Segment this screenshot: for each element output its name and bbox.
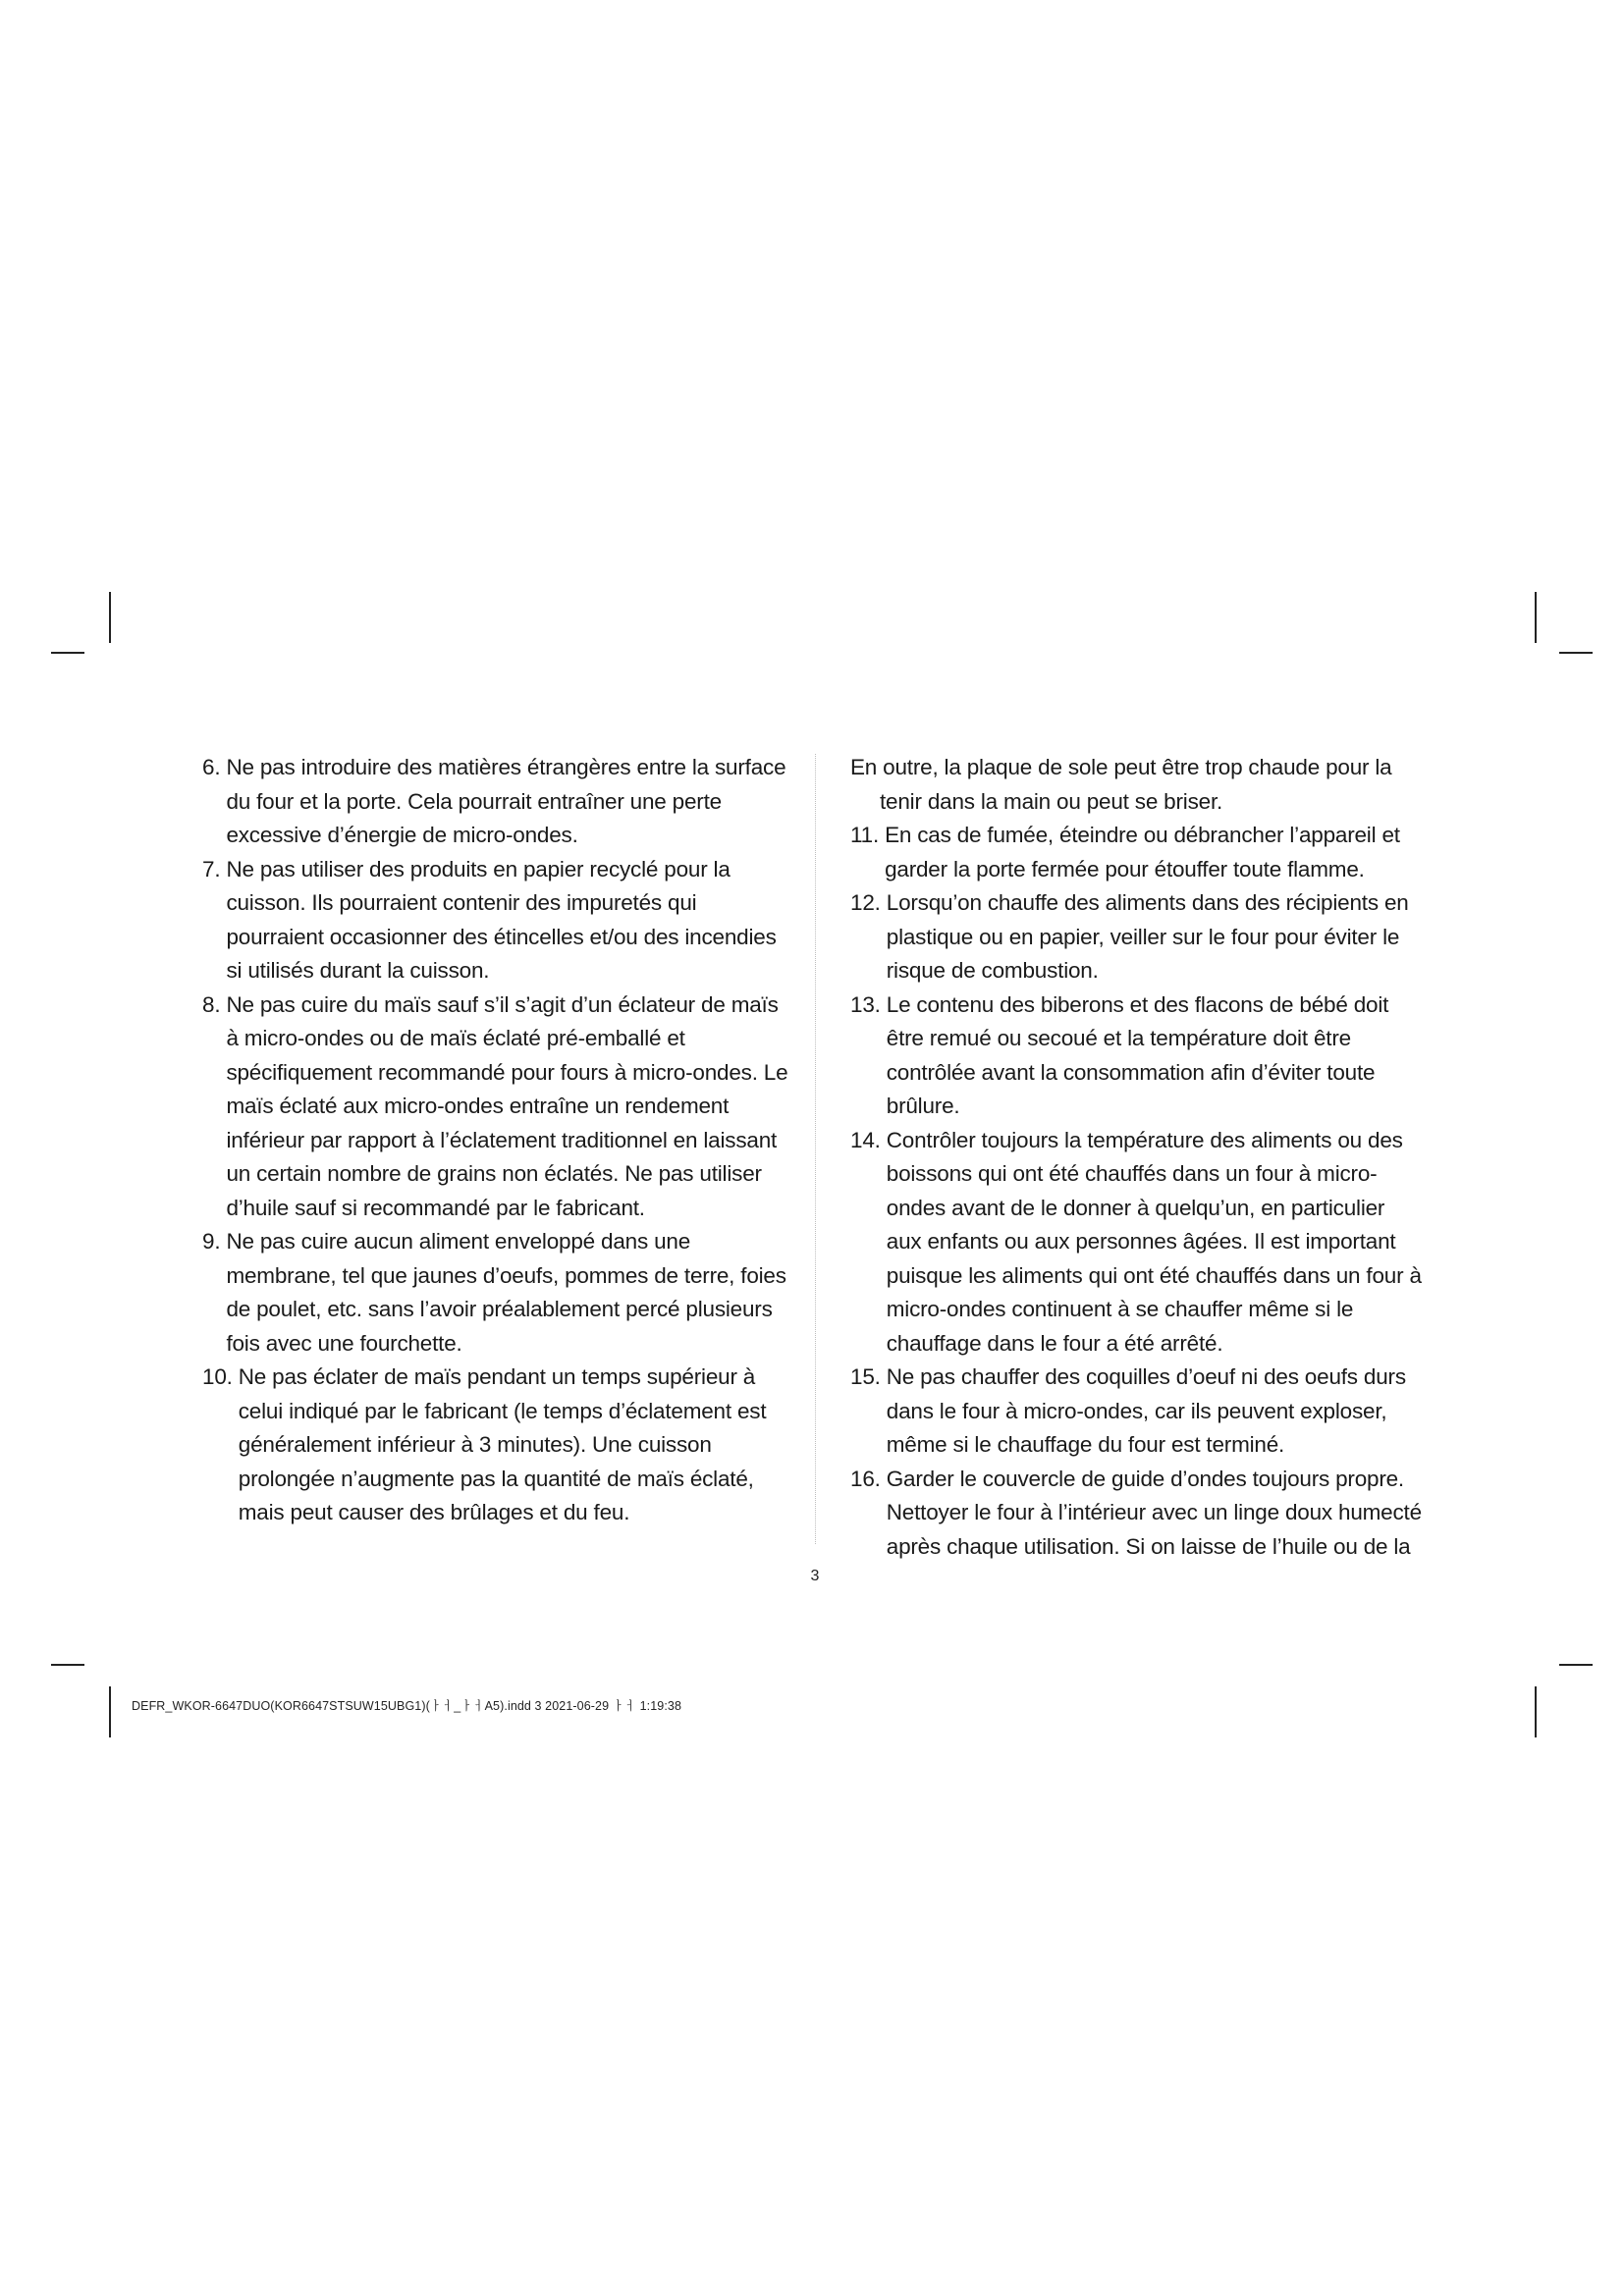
crop-mark-top-right-vertical — [1535, 592, 1537, 643]
list-item-12 — [850, 886, 1425, 988]
list-item-text: Garder le couvercle de guide d’ondes toujours propre. Nettoyer le four à l’intérieur avec un linge doux humecté après chaque utilisation. Si on laisse de l’huile ou de la — [886, 1466, 1422, 1559]
continued-text — [850, 751, 1425, 819]
list-item-number: 12. — [850, 890, 881, 915]
crop-mark-top-right-horizontal — [1559, 652, 1593, 654]
list-item-text: Contrôler toujours la température des aliments ou des boissons qui ont été chauffés dans un four à micro-ondes avant de le donner à quelqu’un, en particulier aux enfants ou aux personnes âgées. Il est important puisque les aliments qui ont été chauffés dans un four à micro-ondes continuent à se chauffer même si le chauffage dans le four a été arrêté. — [886, 1127, 1422, 1356]
print-slug: DEFR_WKOR-6647DUO(KOR6647STSUW15UBG1)(ￂￆ_ￂￆA5).indd 3 2021-06-29 ￂￆ 1:19:38 — [132, 1699, 682, 1713]
list-item-number: 13. — [850, 991, 881, 1017]
list-item-number: 8. — [202, 991, 221, 1017]
list-item-6 — [202, 751, 791, 853]
list-item-number: 10. — [202, 1364, 233, 1389]
list-item-number: 16. — [850, 1466, 881, 1491]
list-item-13 — [850, 988, 1425, 1124]
crop-mark-bottom-left-vertical — [109, 1686, 111, 1737]
continued-text-line-rest: tenir dans la main ou peut se briser. — [880, 788, 1223, 814]
list-item-10 — [202, 1361, 791, 1530]
list-item-11 — [850, 819, 1425, 886]
list-item-text: En cas de fumée, éteindre ou débrancher l’appareil et garder la porte fermée pour étouffer toute flamme. — [885, 823, 1400, 881]
list-item-number: 15. — [850, 1364, 881, 1389]
list-item-text: Ne pas introduire des matières étrangères entre la surface du four et la porte. Cela pourrait entraîner une perte excessive d’énergie de micro-ondes. — [226, 755, 786, 847]
crop-mark-top-left-horizontal — [51, 652, 84, 654]
list-item-text: Ne pas éclater de maïs pendant un temps supérieur à celui indiqué par le fabricant (le temps d’éclatement est généralement inférieur à 3 minutes). Une cuisson prolongée n’augmente pas la quantité de maïs éclaté, mais peut causer des brûlages et du feu. — [238, 1364, 767, 1524]
list-item-text: Lorsqu’on chauffe des aliments dans des récipients en plastique ou en papier, veiller sur le four pour éviter le risque de combustion. — [886, 890, 1409, 983]
list-item-number: 9. — [202, 1229, 221, 1254]
list-item-8 — [202, 988, 791, 1226]
list-item-9 — [202, 1225, 791, 1361]
list-item-text: Ne pas cuire du maïs sauf s’il s’agit d’un éclateur de maïs à micro-ondes ou de maïs éclaté pré-emballé et spécifiquement recommandé pour fours à micro-ondes. Le maïs éclaté aux micro-ondes entraîne un rendement inférieur par rapport à l’éclatement traditionnel en laissant un certain nombre de grains non éclatés. Ne pas utiliser d’huile sauf si recommandé par le fabricant. — [226, 991, 788, 1220]
list-item-14 — [850, 1124, 1425, 1362]
page-number: 3 — [810, 1568, 820, 1584]
list-item-text: Ne pas utiliser des produits en papier recyclé pour la cuisson. Ils pourraient contenir des impuretés qui pourraient occasionner des étincelles et/ou des incendies si utilisés durant la cuisson. — [226, 856, 777, 983]
left-column — [202, 751, 791, 1530]
list-item-text: Ne pas chauffer des coquilles d’oeuf ni des oeufs durs dans le four à micro-ondes, car ils peuvent exploser, même si le chauffage du four est terminé. — [886, 1364, 1406, 1457]
list-item-number: 7. — [202, 856, 221, 881]
list-item-number: 14. — [850, 1127, 881, 1152]
crop-mark-top-left-vertical — [109, 592, 111, 643]
list-item-number: 11. — [850, 823, 880, 847]
list-item-16 — [850, 1463, 1425, 1565]
crop-mark-bottom-left-horizontal — [51, 1664, 84, 1666]
list-item-number: 6. — [202, 755, 221, 779]
list-item-7 — [202, 853, 791, 988]
crop-mark-bottom-right-horizontal — [1559, 1664, 1593, 1666]
list-item-text: Ne pas cuire aucun aliment enveloppé dans une membrane, tel que jaunes d’oeufs, pommes de terre, foies de poulet, etc. sans l’avoir préalablement percé plusieurs fois avec une fourchette. — [226, 1229, 786, 1356]
column-divider — [815, 754, 816, 1544]
right-column — [850, 751, 1425, 1564]
crop-mark-bottom-right-vertical — [1535, 1686, 1537, 1737]
continued-text-line-first: En outre, la plaque de sole peut être trop chaude pour la — [850, 755, 1392, 779]
list-item-15 — [850, 1361, 1425, 1463]
list-item-text: Le contenu des biberons et des flacons de bébé doit être remué ou secoué et la température doit être contrôlée avant la consommation afin d’éviter toute brûlure. — [886, 991, 1389, 1118]
